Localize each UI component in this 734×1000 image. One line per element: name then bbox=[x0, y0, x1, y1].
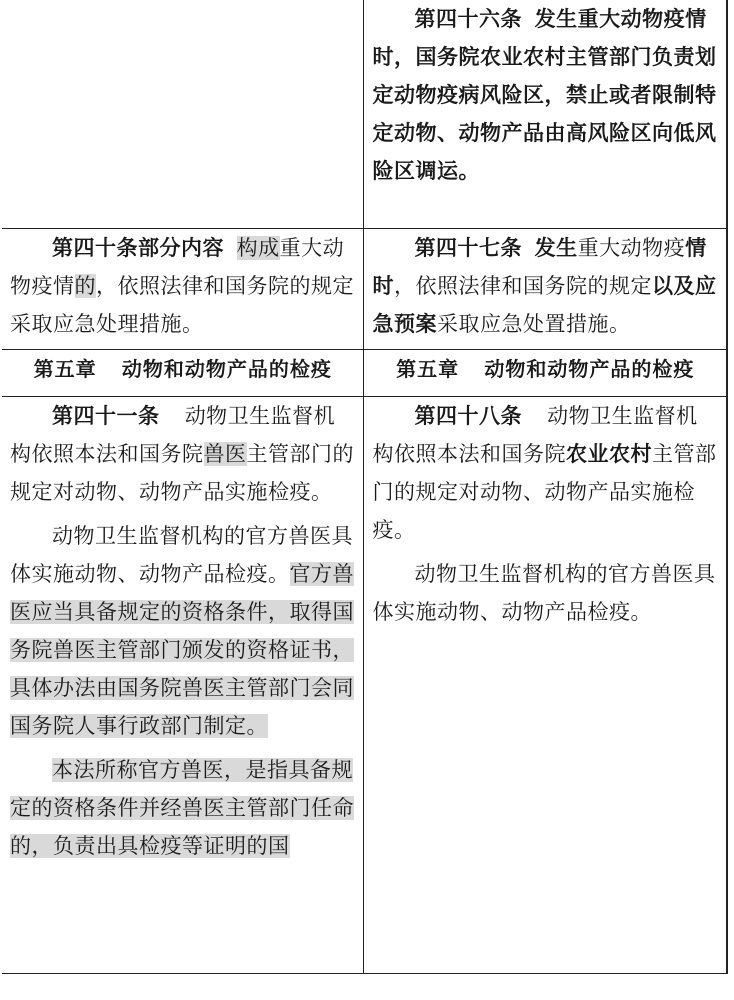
article-40-text: ，依照法律和国务院的规定采取应急处理措施。 bbox=[10, 274, 354, 336]
article-41-paragraph-1 bbox=[10, 397, 355, 511]
article-48-text: 动物卫生监督机构依照本法和国务院 bbox=[372, 404, 698, 466]
bold-text: 以及应急预案 bbox=[372, 274, 717, 336]
highlight-text: 的 bbox=[74, 274, 96, 298]
article-46-title: 第四十六条 bbox=[414, 7, 522, 31]
article-47-text: 重大动物疫 bbox=[577, 236, 686, 260]
article-47-paragraph bbox=[372, 229, 718, 343]
table-row bbox=[2, 350, 727, 397]
bold-text: 发生 bbox=[534, 236, 578, 260]
chapter-title: 动物和动物产品的检疫 bbox=[484, 357, 695, 381]
article-40-text: 重大动物疫情 bbox=[10, 236, 345, 298]
table-row bbox=[2, 397, 727, 974]
old-law-cell-empty bbox=[2, 0, 364, 229]
table-row bbox=[2, 0, 727, 229]
article-40-paragraph bbox=[10, 229, 355, 343]
highlight-text: 构成 bbox=[236, 236, 280, 260]
highlight-text: 本法所称官方兽医，是指具备规定的资格条件并经兽医主管部门任命的，负责出具检疫等证明的国 bbox=[10, 758, 354, 858]
chapter-title: 动物和动物产品的检疫 bbox=[121, 357, 332, 381]
old-law-cell-article-41 bbox=[2, 397, 364, 974]
article-47-text: 采取应急处置措施。 bbox=[436, 312, 631, 336]
article-40-title: 第四十条部分内容 bbox=[52, 236, 224, 260]
article-41-paragraph-2 bbox=[10, 517, 355, 745]
article-47-title: 第四十七条 bbox=[414, 236, 522, 260]
new-law-cell-article-47 bbox=[364, 229, 727, 350]
chapter-number: 第五章 bbox=[396, 357, 460, 381]
chapter-number: 第五章 bbox=[33, 357, 97, 381]
highlight-text: 官方兽医应当具备规定的资格条件，取得国务院兽医主管部门颁发的资格证书，具体办法由国务院兽医主管部门会同国务院人事行政部门制定。 bbox=[10, 562, 354, 738]
article-41-paragraph-3 bbox=[10, 751, 355, 865]
highlight-text: 兽医 bbox=[203, 442, 247, 466]
article-48-text: 动物卫生监督机构的官方兽医具体实施动物、动物产品检疫。 bbox=[372, 562, 716, 624]
new-law-cell-article-48 bbox=[364, 397, 727, 974]
bold-text: 农业农村 bbox=[565, 442, 652, 466]
article-48-title: 第四十八条 bbox=[414, 404, 522, 428]
article-48-paragraph-2 bbox=[372, 555, 718, 631]
article-47-text: ，依照法律和国务院的规定 bbox=[393, 274, 652, 298]
law-comparison-table bbox=[2, 0, 728, 974]
article-46-paragraph bbox=[372, 0, 718, 190]
old-law-chapter-heading bbox=[2, 350, 364, 397]
article-41-text: 动物卫生监督机构依照本法和国务院 bbox=[10, 404, 336, 466]
old-law-cell-article-40 bbox=[2, 229, 364, 350]
article-46-body: 发生重大动物疫情时，国务院农业农村主管部门负责划定动物疫病风险区，禁止或者限制特定动物、动物产品由高风险区向低风险区调运。 bbox=[372, 7, 717, 183]
bold-text: 情时 bbox=[372, 236, 707, 298]
new-law-cell-article-46 bbox=[364, 0, 727, 229]
article-41-text: 主管部门的规定对动物、动物产品实施检疫。 bbox=[10, 442, 354, 504]
article-41-title: 第四十一条 bbox=[52, 404, 160, 428]
article-48-text: 主管部门的规定对动物、动物产品实施检疫。 bbox=[372, 442, 717, 542]
new-law-chapter-heading bbox=[364, 350, 727, 397]
article-48-paragraph-1 bbox=[372, 397, 718, 549]
article-41-text: 动物卫生监督机构的官方兽医具体实施动物、动物产品检疫。 bbox=[10, 524, 353, 586]
table-row bbox=[2, 229, 727, 350]
